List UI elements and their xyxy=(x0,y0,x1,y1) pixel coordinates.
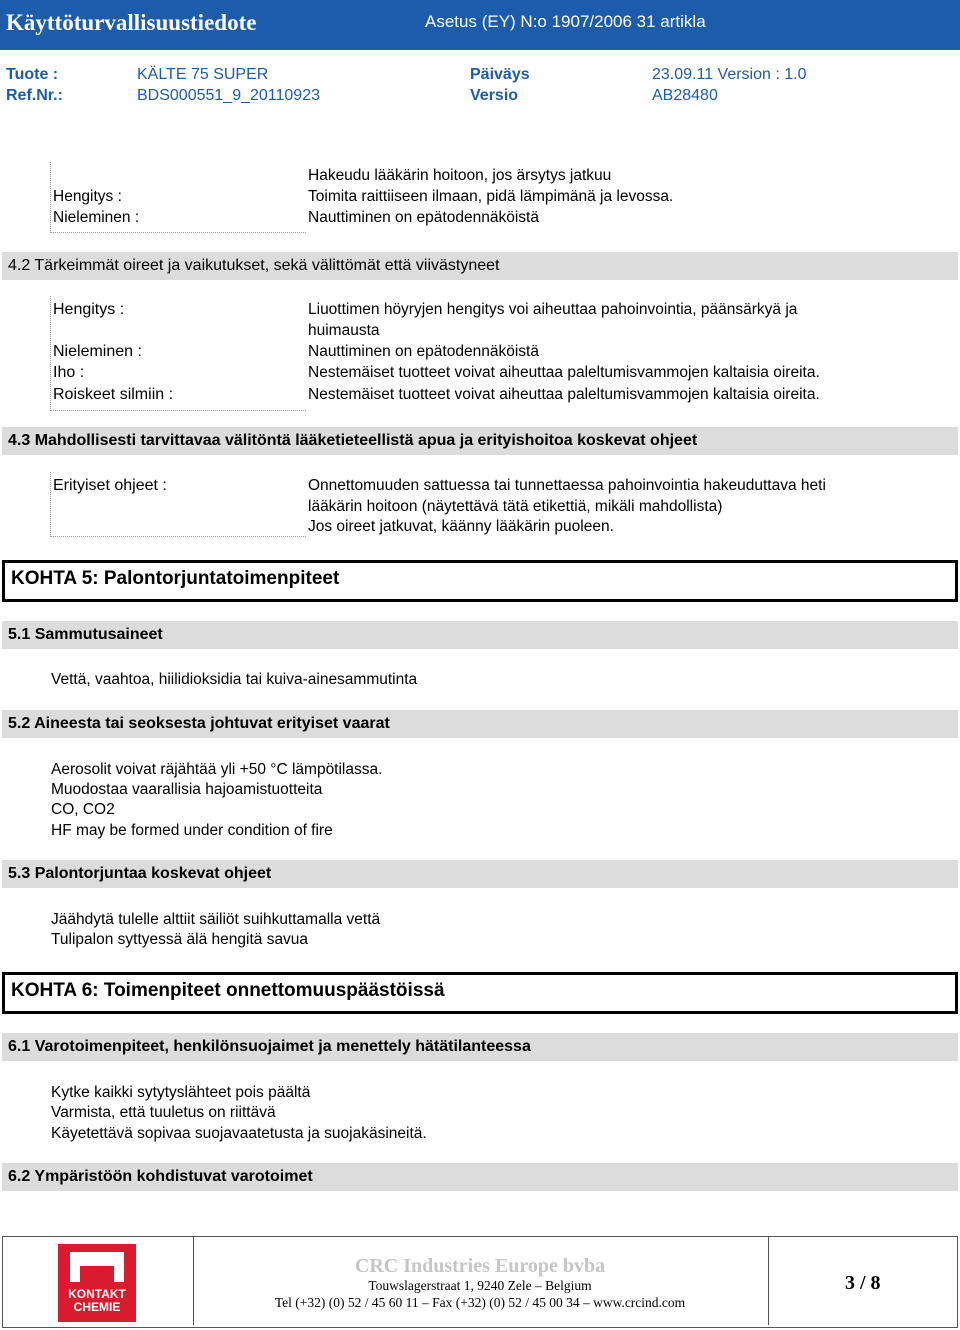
symptom-label: Roiskeet silmiin : xyxy=(53,386,174,403)
section-5-3-title: 5.3 Palontorjuntaa koskevat ohjeet xyxy=(8,865,272,882)
company-name: CRC Industries Europe bvba xyxy=(354,1255,606,1277)
first-aid-line: Toimita raittiiseen ilmaan, pidä lämpimänä ja levossa. xyxy=(308,188,674,205)
ref-label: Ref.Nr.: xyxy=(6,87,63,104)
hazard-line: HF may be formed under condition of fire xyxy=(51,822,333,839)
symptom-text: Nestemäiset tuotteet voivat aiheuttaa paleltumisvammojen kaltaisia oireita. xyxy=(308,386,820,403)
first-aid-line: Nauttiminen on epätodennäköistä xyxy=(308,209,539,226)
page-number: 3 / 8 xyxy=(845,1272,881,1294)
hazard-line: Muodostaa vaarallisia hajoamistuotteita xyxy=(51,781,323,798)
date-value: 23.09.11 Version : 1.0 xyxy=(652,66,807,83)
product-name: KÄLTE 75 SUPER xyxy=(137,66,269,83)
regulation-reference: Asetus (EY) N:o 1907/2006 31 artikla xyxy=(425,12,706,31)
precaution-line: Varmista, että tuuletus on riittävä xyxy=(51,1104,276,1121)
section-4-3-title: 4.3 Mahdollisesti tarvittavaa välitöntä lääketieteellistä apua ja erityishoitoa koskevat ohjeet xyxy=(8,432,698,449)
section-4-2-title: 4.2 Tärkeimmät oireet ja vaikutukset, sekä välittömät että viivästyneet xyxy=(8,257,500,274)
instruction-line: Jos oireet jatkuvat, käänny lääkärin puoleen. xyxy=(308,518,614,535)
first-aid-label: Hengitys : xyxy=(53,188,122,205)
symptom-text: huimausta xyxy=(308,322,380,339)
extinguishing-media: Vettä, vaahtoa, hiilidioksidia tai kuiva-ainesammutinta xyxy=(51,671,418,688)
symptom-label: Hengitys : xyxy=(53,301,125,318)
section-6-2-title: 6.2 Ympäristöön kohdistuvat varotoimet xyxy=(8,1168,313,1185)
company-address: Touwslagerstraat 1, 9240 Zele – Belgium xyxy=(368,1278,592,1293)
section-5-heading xyxy=(2,560,958,602)
document-title: Käyttöturvallisuustiedote xyxy=(6,10,257,35)
symptom-text: Liuottimen höyryjen hengitys voi aiheuttaa pahoinvointia, päänsärkyä ja xyxy=(308,301,798,318)
section-6-1-title: 6.1 Varotoimenpiteet, henkilönsuojaimet ja menettely hätätilanteessa xyxy=(8,1038,531,1055)
hazard-line: CO, CO2 xyxy=(51,801,115,818)
version-label: Versio xyxy=(470,87,519,104)
hazard-line: Aerosolit voivat räjähtää yli +50 °C lämpötilassa. xyxy=(51,761,383,778)
product-label: Tuote : xyxy=(6,66,59,83)
special-instructions-label: Erityiset ohjeet : xyxy=(53,477,167,494)
first-aid-label: Nieleminen : xyxy=(53,209,140,226)
symptom-text: Nestemäiset tuotteet voivat aiheuttaa paleltumisvammojen kaltaisia oireita. xyxy=(308,364,820,381)
section-5-title: KOHTA 5: Palontorjuntatoimenpiteet xyxy=(11,568,340,589)
first-aid-line: Hakeudu lääkärin hoitoon, jos ärsytys jatkuu xyxy=(308,167,612,184)
version-value: AB28480 xyxy=(652,87,718,104)
firefighting-line: Jäähdytä tulelle alttiit säiliöt suihkuttamalla vettä xyxy=(51,911,381,928)
logo-text-line: CHEMIE xyxy=(73,1300,121,1314)
firefighting-line: Tulipalon syttyessä älä hengitä savua xyxy=(51,931,309,948)
ref-number: BDS000551_9_20110923 xyxy=(137,87,320,104)
instruction-line: lääkärin hoitoon (näytettävä tätä etikettiä, mikäli mahdollista) xyxy=(308,498,723,515)
company-contact: Tel (+32) (0) 52 / 45 60 11 – Fax (+32) (0) 52 / 45 00 34 – www.crcind.com xyxy=(274,1295,686,1310)
section-6-title: KOHTA 6: Toimenpiteet onnettomuuspäästöissä xyxy=(11,980,445,1001)
date-label: Päiväys xyxy=(470,66,530,83)
symptom-text: Nauttiminen on epätodennäköistä xyxy=(308,343,539,360)
symptom-label: Nieleminen : xyxy=(53,343,142,360)
precaution-line: Kytke kaikki sytytyslähteet pois päältä xyxy=(51,1084,311,1101)
precaution-line: Käyetettävä sopivaa suojavaatetusta ja suojakäsineitä. xyxy=(51,1125,427,1142)
section-6-heading xyxy=(2,972,958,1014)
symptom-label: Iho : xyxy=(53,364,85,381)
logo-text-line: KONTAKT xyxy=(68,1287,126,1301)
instruction-line: Onnettomuuden sattuessa tai tunnettaessa pahoinvointia hakeuduttava heti xyxy=(308,477,826,494)
section-5-2-title: 5.2 Aineesta tai seoksesta johtuvat erityiset vaarat xyxy=(8,715,390,732)
section-5-1-title: 5.1 Sammutusaineet xyxy=(8,626,163,643)
